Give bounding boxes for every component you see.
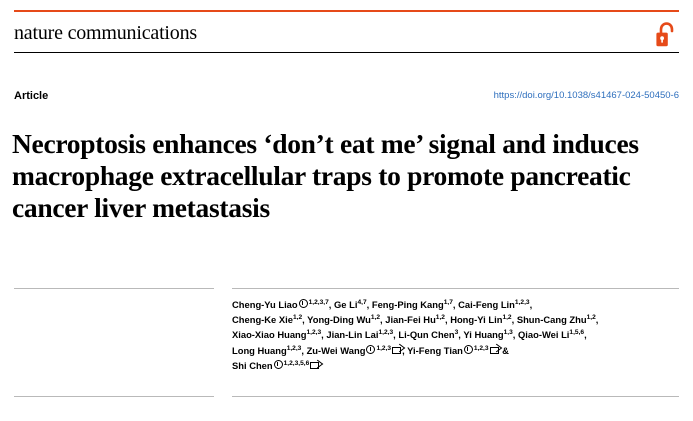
author-name[interactable]: Yi-Feng Tian — [407, 344, 463, 356]
author-list — [232, 297, 679, 373]
affiliation-marker: 1,2 — [292, 314, 303, 322]
orcid-icon[interactable] — [274, 360, 283, 369]
affiliation-marker: 1,2 — [586, 314, 596, 322]
author-divider-left — [14, 288, 214, 289]
author-line — [232, 358, 679, 373]
author-name[interactable]: Jian-Lin Lai — [326, 329, 379, 341]
author-name[interactable]: Jian-Fei Hu — [385, 314, 436, 326]
author-name[interactable]: Feng-Ping Kang — [371, 299, 444, 310]
masthead-divider — [14, 52, 679, 53]
author-name[interactable]: Li-Qun Chen — [398, 329, 455, 341]
affiliation-marker: 1,5,6 — [569, 329, 585, 337]
author-name[interactable]: Qiao-Wei Li — [518, 329, 570, 341]
author-name[interactable]: Zu-Wei Wang — [306, 344, 366, 356]
affiliation-marker: 1,2,3,5,6 — [283, 359, 310, 367]
orcid-icon[interactable] — [366, 345, 375, 354]
author-name[interactable]: Shi Chen — [232, 359, 273, 371]
affiliation-marker: 1,2,3 — [306, 329, 322, 337]
orcid-icon[interactable] — [299, 299, 308, 308]
open-access-lock-icon — [655, 22, 677, 48]
author-name[interactable]: Long Huang — [232, 344, 287, 356]
affiliation-marker: 1,2,3,7 — [308, 298, 329, 306]
journal-masthead: nature communications — [14, 22, 197, 44]
author-name[interactable]: Hong-Yi Lin — [450, 314, 503, 326]
author-name[interactable]: Yong-Ding Wu — [307, 314, 371, 326]
email-icon[interactable] — [310, 362, 319, 369]
affiliation-marker: 1,2,3 — [286, 344, 302, 352]
orcid-icon[interactable] — [464, 345, 473, 354]
author-name[interactable]: Cheng-Ke Xie — [232, 314, 293, 326]
author-line: Long Huang$^{1,2,3}$, Zu-Wei Wang $^{1,2,3}$ , Yi-Feng Tian $^{1,2,3}$ & — [232, 344, 509, 356]
affiliation-marker: 1,2,3 — [514, 298, 530, 306]
author-line: Cheng-Yu Liao $^{1,2,3,7}$, Ge Li$^{4,7}$, Feng-Ping Kang$^{1,7}$, Cai-Feng Lin$^{1,2,3}$, — [232, 298, 533, 310]
email-icon[interactable] — [392, 347, 401, 354]
affiliation-marker: 1,2 — [370, 314, 381, 322]
affiliation-marker: 1,7 — [443, 298, 453, 306]
affiliation-marker: 1,2 — [502, 314, 512, 322]
affiliation-marker: 4,7 — [357, 298, 367, 306]
author-name[interactable]: Ge Li — [334, 299, 358, 310]
author-name[interactable]: Shun-Cang Zhu — [516, 314, 587, 326]
affiliation-marker: 1,2,3 — [473, 344, 489, 352]
author-divider-right — [232, 288, 679, 289]
affiliation-marker: 3 — [454, 329, 459, 337]
affiliation-marker: 1,3 — [503, 329, 513, 337]
article-type-label: Article — [14, 90, 49, 102]
author-divider-bottom-left — [14, 396, 214, 397]
affiliation-marker: 1,2,3 — [378, 329, 394, 337]
author-line: Xiao-Xiao Huang$^{1,2,3}$, Jian-Lin Lai$^{1,2,3}$, Li-Qun Chen$^3$, Yi Huang$^{1,3}$, Qiao-Wei Li$^{1,5,6}$, — [232, 329, 587, 341]
author-divider-bottom-right — [232, 396, 679, 397]
author-name[interactable]: Cheng-Yu Liao — [232, 299, 298, 310]
doi-link[interactable]: https://doi.org/10.1038/s41467-024-50450-6 — [493, 90, 679, 101]
affiliation-marker: 1,2 — [435, 314, 445, 322]
author-name[interactable]: Cai-Feng Lin — [458, 299, 515, 310]
author-name[interactable]: Xiao-Xiao Huang — [232, 329, 307, 341]
page-title: Necroptosis enhances ‘don’t eat me’ signal and induces macrophage extracellular traps to promote pancreatic cancer liver metastasis — [12, 128, 639, 224]
author-line: Cheng-Ke Xie$^{1,2}$, Yong-Ding Wu$^{1,2}$, Jian-Fei Hu$^{1,2}$, Hong-Yi Lin$^{1,2}$, Shun-Cang Zhu$^{1,2}$, — [232, 314, 599, 326]
accent-top-rule — [14, 10, 679, 12]
email-icon[interactable] — [490, 347, 499, 354]
author-name[interactable]: Yi Huang — [463, 329, 504, 341]
affiliation-marker: 1,2,3 — [376, 344, 392, 352]
